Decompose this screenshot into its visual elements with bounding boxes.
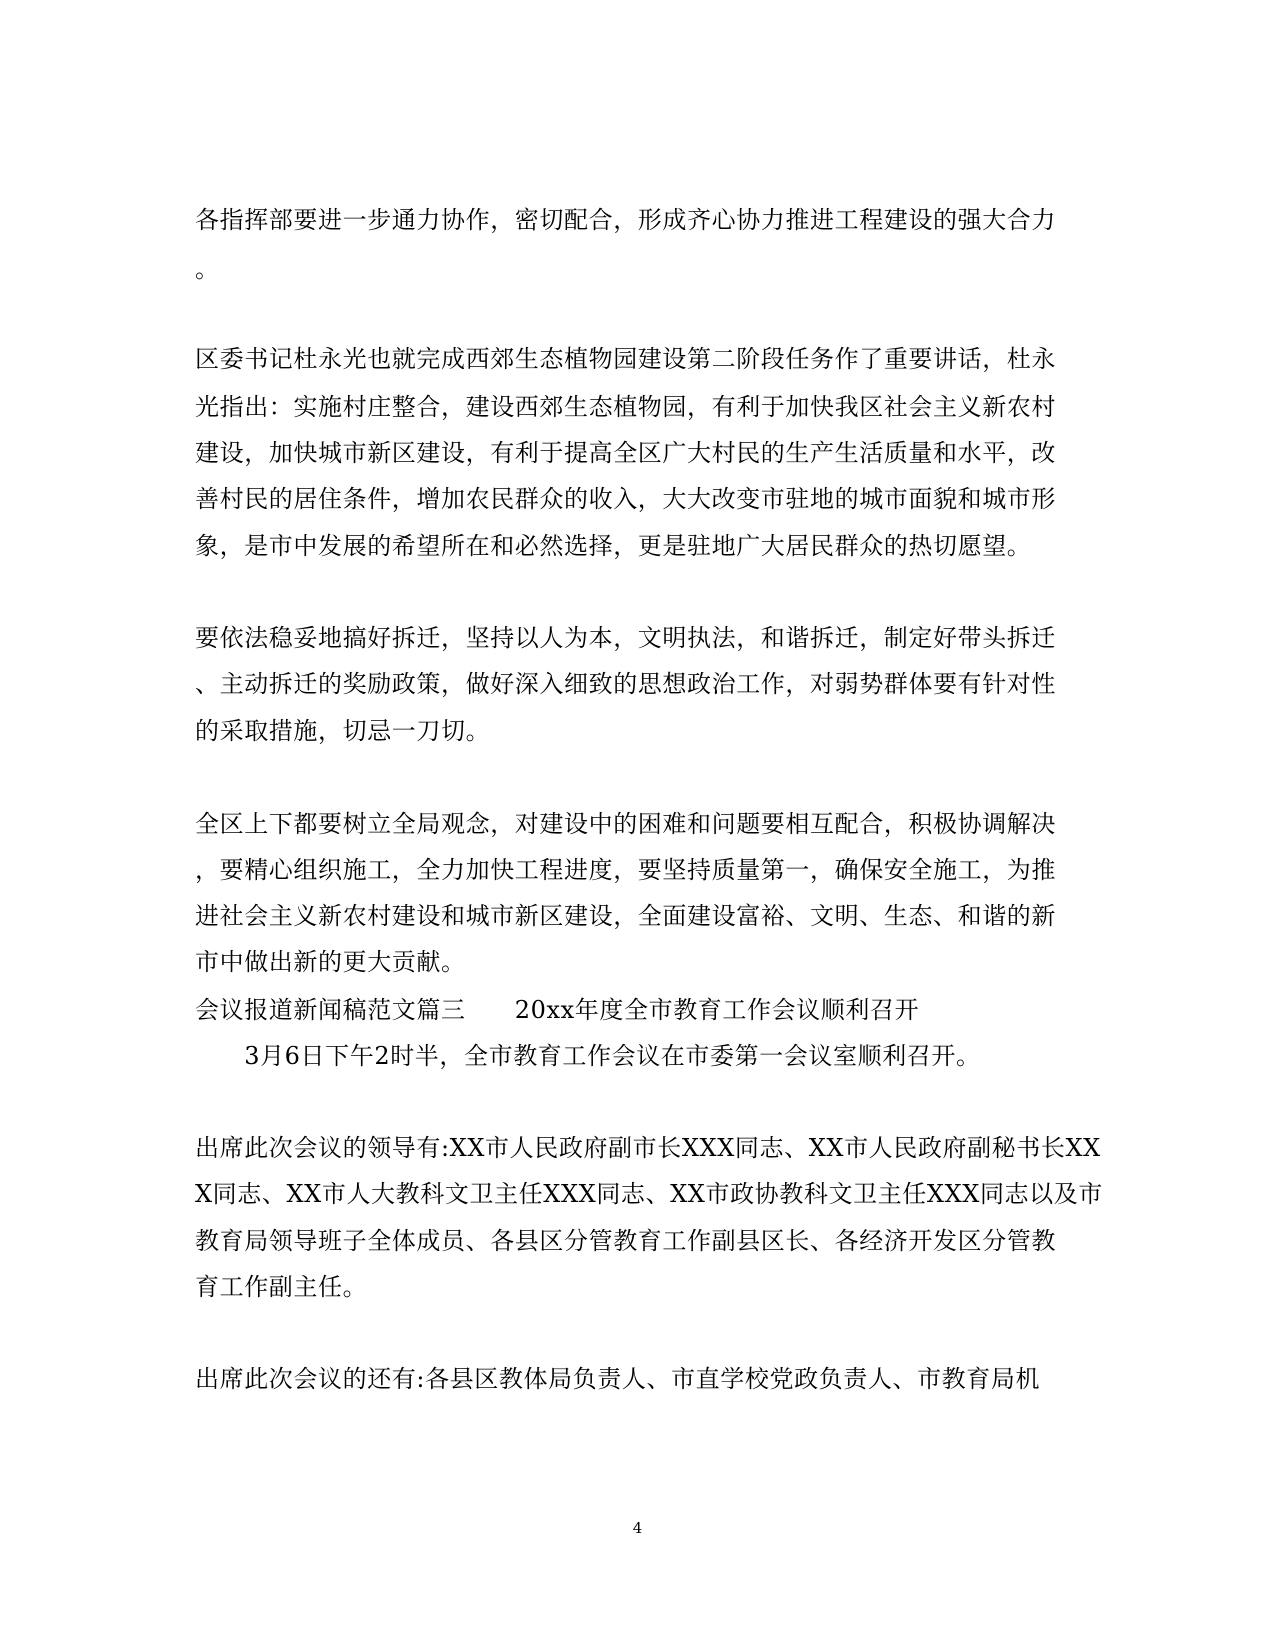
text-line: 善村民的居住条件，增加农民群众的收入，大大改变市驻地的城市面貌和城市形 xyxy=(195,485,1056,513)
text-line: 进社会主义新农村建设和城市新区建设，全面建设富裕、文明、生态、和谐的新 xyxy=(195,902,1056,930)
text-line: 教育局领导班子全体成员、各县区分管教育工作副县区长、各经济开发区分管教 xyxy=(195,1227,1056,1255)
text-line: 市中做出新的更大贡献。 xyxy=(195,948,466,976)
text-line: 3月6日下午2时半，全市教育工作会议在市委第一会议室顺利召开。 xyxy=(195,1042,981,1070)
text-line: ，要精心组织施工，全力加快工程进度，要坚持质量第一，确保安全施工，为推 xyxy=(195,856,1056,884)
text-line: 象，是市中发展的希望所在和必然选择，更是驻地广大居民群众的热切愿望。 xyxy=(195,532,1032,560)
text-line: 光指出：实施村庄整合，建设西郊生态植物园，有利于加快我区社会主义新农村 xyxy=(195,393,1056,421)
page-number: 4 xyxy=(632,1519,643,1537)
text-line: 建设，加快城市新区建设，有利于提高全区广大村民的生产生活质量和水平，改 xyxy=(195,439,1056,467)
text-line: 各指挥部要进一步通力协作，密切配合，形成齐心协力推进工程建设的强大合力 xyxy=(195,206,1056,234)
text-line: 的采取措施，切忌一刀切。 xyxy=(195,717,491,745)
text-line: X同志、XX市人大教科文卫主任XXX同志、XX市政协教科文卫主任XXX同志以及市 xyxy=(195,1180,1103,1208)
text-line: 出席此次会议的还有:各县区教体局负责人、市直学校党政负责人、市教育局机 xyxy=(195,1365,1041,1393)
text-line: 全区上下都要树立全局观念，对建设中的困难和问题要相互配合，积极协调解决 xyxy=(195,810,1056,838)
text-line: 区委书记杜永光也就完成西郊生态植物园建设第二阶段任务作了重要讲话，杜永 xyxy=(195,345,1056,373)
section-heading: 会议报道新闻稿范文篇三 20xx年度全市教育工作会议顺利召开 xyxy=(195,996,920,1024)
text-line: 育工作副主任。 xyxy=(195,1273,368,1301)
text-line: 出席此次会议的领导有:XX市人民政府副市长XXX同志、XX市人民政府副秘书长XX xyxy=(195,1134,1101,1162)
text-line: 、主动拆迁的奖励政策，做好深入细致的思想政治工作，对弱势群体要有针对性 xyxy=(195,670,1056,698)
text-line: 要依法稳妥地搞好拆迁，坚持以人为本，文明执法，和谐拆迁，制定好带头拆迁 xyxy=(195,624,1056,652)
text-line: 。 xyxy=(195,255,220,283)
